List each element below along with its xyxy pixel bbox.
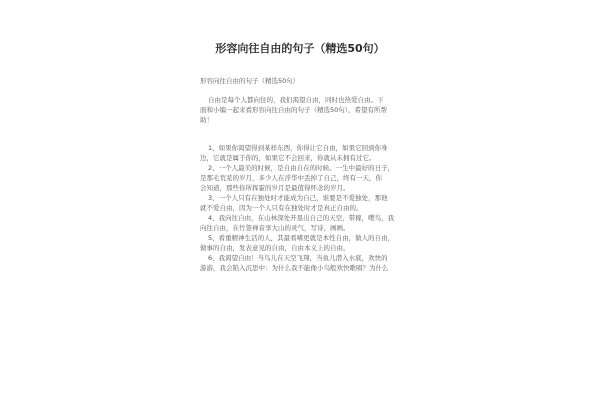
item-2-line: 会知道，那些你所挥霍的岁月是最值得怀念的岁月。: [200, 184, 350, 192]
page-title: 形容向往自由的句子（精选50句）: [215, 42, 385, 55]
intro-line: 面和小编一起来看形容向往自由的句子（精选50句），希望有所帮: [200, 106, 388, 114]
item-2-line: 是那毛荒芜的岁月，多少人在浮华中丢掉了自己，终有一天，你: [200, 174, 382, 182]
item-5-line: 5、看重精神生活的人，其最看嗜更就是本性自由，做人的自由，: [208, 234, 395, 242]
intro-line: 助！: [200, 116, 213, 124]
item-3-line: 3、一个人只有在独处时才能成为自己，谁要是不爱独处，那他: [208, 194, 388, 202]
subtitle: 形容向往自由的句子（精选50句）: [200, 77, 300, 85]
item-5-line: 做事的自由，发表意见的自由，自由本义上的自由。: [200, 244, 350, 252]
item-4-line: 4、我向往自由，在山林深处开垦出自己的天空，带稼，嘤鸟，我: [208, 214, 395, 222]
item-2-line: 2、一个人最美的时候，是自由自在的时候。一生中最好的日子，: [208, 164, 395, 172]
item-1-line: 1、如果你渴望得到某样东西，你得让它自由，如果它回到你身: [208, 144, 388, 152]
item-1-line: 边，它就是属于你的，如果它不会回来，你就从未拥有过它。: [200, 154, 376, 162]
item-4-line: 向往自由，在竹签禅音享大山的灵气，写诗，画画。: [200, 224, 350, 232]
item-6-line: 游游，我会陷入沉思中：为什么我不能像小鸟般欢快歌唱？为什么: [200, 264, 389, 272]
intro-line: 自由是每个人都向往的，我们渴望自由，同时也热爱自由。下: [208, 96, 384, 104]
document-body: [200, 76, 440, 273]
item-3-line: 就不爱自由，因为一个人只有在独处时才是真正自由的。: [200, 204, 363, 212]
item-6-line: 6、我渴望自由！当鸟儿在天空飞翔，当鱼儿潜入水底，欢快的: [208, 254, 388, 262]
